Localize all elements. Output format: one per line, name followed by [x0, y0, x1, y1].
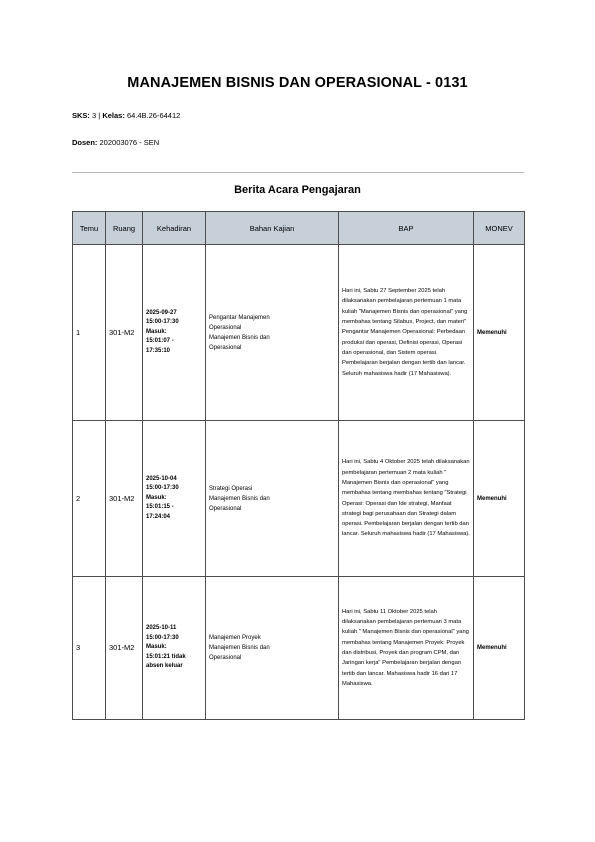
kehadiran-line: 15:01:07 -	[146, 338, 174, 345]
table-row	[73, 245, 525, 421]
kehadiran-line: Masuk:	[146, 644, 167, 651]
monev-cell: Memenuhi	[474, 421, 525, 577]
bahan-line: Manajemen Bisnis dan	[209, 645, 270, 651]
kehadiran-cell	[143, 577, 206, 720]
ruang-cell: 301-M2	[106, 421, 143, 577]
kehadiran-line: 2025-10-11	[146, 625, 177, 632]
page-title: MANAJEMEN BISNIS DAN OPERASIONAL - 0131	[127, 75, 468, 91]
column-header-kehadiran: Kehadiran	[143, 212, 206, 245]
bap-cell: Hari ini, Sabtu 11 Oktober 2025 telah dilaksanakan pembelajaran pertemuan 3 mata kuliah " Manajemen Bisnis dan operasional" yang membahas tentang Manajemen Proyek: Proyek dan distribusi, Proyek dan program CPM, dan Jaringan kerja" Pembelajaran berjalan dengan tertib dan lancar. Mahasiswa hadir 16 dari 17 Mahasiswa.	[339, 577, 474, 720]
kehadiran-line: 15:00-17:30	[146, 319, 179, 326]
kehadiran-line: Masuk:	[146, 494, 167, 501]
kehadiran-line: 17:24:04	[146, 513, 171, 520]
monev-cell: Memenuhi	[474, 245, 525, 421]
meta-separator: |	[98, 111, 101, 120]
kehadiran-line: absen keluar	[146, 663, 183, 670]
column-header-ruang: Ruang	[106, 212, 143, 245]
temu-cell: 1	[73, 245, 106, 421]
bahan-line: Operasional	[209, 344, 242, 351]
column-header-bap: BAP	[339, 212, 474, 245]
bahan-line: Operasional	[209, 655, 242, 661]
section-title: Berita Acara Pengajaran	[234, 184, 361, 196]
bahan-line: Manajemen Proyek	[209, 635, 261, 641]
kehadiran-line: 15:01:15 -	[146, 504, 174, 511]
bap-cell: Hari ini, Sabtu 4 Oktober 2025 telah dilaksanakan pembelajaran pertemuan 2 mata kuliah " Manajemen Bisnis dan operasional" yang membahas tentang membahas tentang "Strategi Operasi: Operasi dan Ide strategi, Manfaat strategi bagi perusahaan dan Strategi dalam operasi. Pembelajaran berjalan dengan tertib dan lancar. Seluruh mahasiswa hadir (17 Mahasiswa).	[339, 421, 474, 577]
dosen-label: Dosen:	[72, 138, 98, 147]
bahan-kajian-cell	[206, 245, 339, 421]
divider	[72, 172, 524, 173]
kehadiran-line: 17:35:10	[146, 347, 171, 354]
column-header-temu: Temu	[73, 212, 106, 245]
bahan-line: Operasional	[209, 505, 242, 512]
course-meta-line	[72, 111, 180, 120]
bahan-line: Pengantar Manajemen	[209, 314, 270, 321]
temu-cell: 2	[73, 421, 106, 577]
kehadiran-line: Masuk:	[146, 328, 167, 335]
dosen-value: 202003076 - SEN	[99, 138, 160, 147]
bahan-kajian-cell	[206, 421, 339, 577]
kelas-label: Kelas:	[102, 111, 125, 120]
bahan-line: Manajemen Bisnis dan	[209, 334, 270, 341]
bahan-kajian-cell	[206, 577, 339, 720]
bahan-line: Strategi Operasi	[209, 485, 253, 492]
kehadiran-line: 2025-09-27	[146, 309, 177, 316]
kehadiran-cell	[143, 421, 206, 577]
table-row	[73, 421, 525, 577]
kehadiran-cell	[143, 245, 206, 421]
bahan-line: Operasional	[209, 324, 242, 331]
kelas-value: 64.4B.26-64412	[126, 111, 181, 120]
temu-cell: 3	[73, 577, 106, 720]
sks-label: SKS:	[72, 111, 90, 120]
teaching-report-table	[72, 211, 525, 720]
bap-cell: Hari ini, Sabtu 27 September 2025 telah dilaksanakan pembelajaran pertemuan 1 mata kuliah "Manajemen Bisnis dan operasional" yang membahas tentang Silabus, Project, dan materi" Pengantar Manajemen Operasional: Perbedaan produksi dan operasi, Definisi operasi, Operasi dan operasional, dan Sistem operasi. Pembelajaran berjalan dengan tertib dan lancar. Seluruh mahasiswa hadir (17 Mahasiswa).	[339, 245, 474, 421]
ruang-cell: 301-M2	[106, 245, 143, 421]
kehadiran-line: 15:01:21 tidak	[146, 653, 186, 660]
bahan-line: Manajemen Bisnis dan	[209, 495, 270, 502]
kehadiran-line: 2025-10-04	[146, 475, 177, 482]
table-row	[73, 577, 525, 720]
kehadiran-line: 15:00-17:30	[146, 634, 179, 641]
ruang-cell: 301-M2	[106, 577, 143, 720]
monev-cell: Memenuhi	[474, 577, 525, 720]
lecturer-line	[72, 138, 159, 147]
sks-value: 3	[92, 111, 97, 120]
table-header-row	[73, 212, 525, 245]
kehadiran-line: 15:00-17:30	[146, 485, 179, 492]
column-header-bahan-kajian: Bahan Kajian	[206, 212, 339, 245]
column-header-monev: MONEV	[474, 212, 525, 245]
